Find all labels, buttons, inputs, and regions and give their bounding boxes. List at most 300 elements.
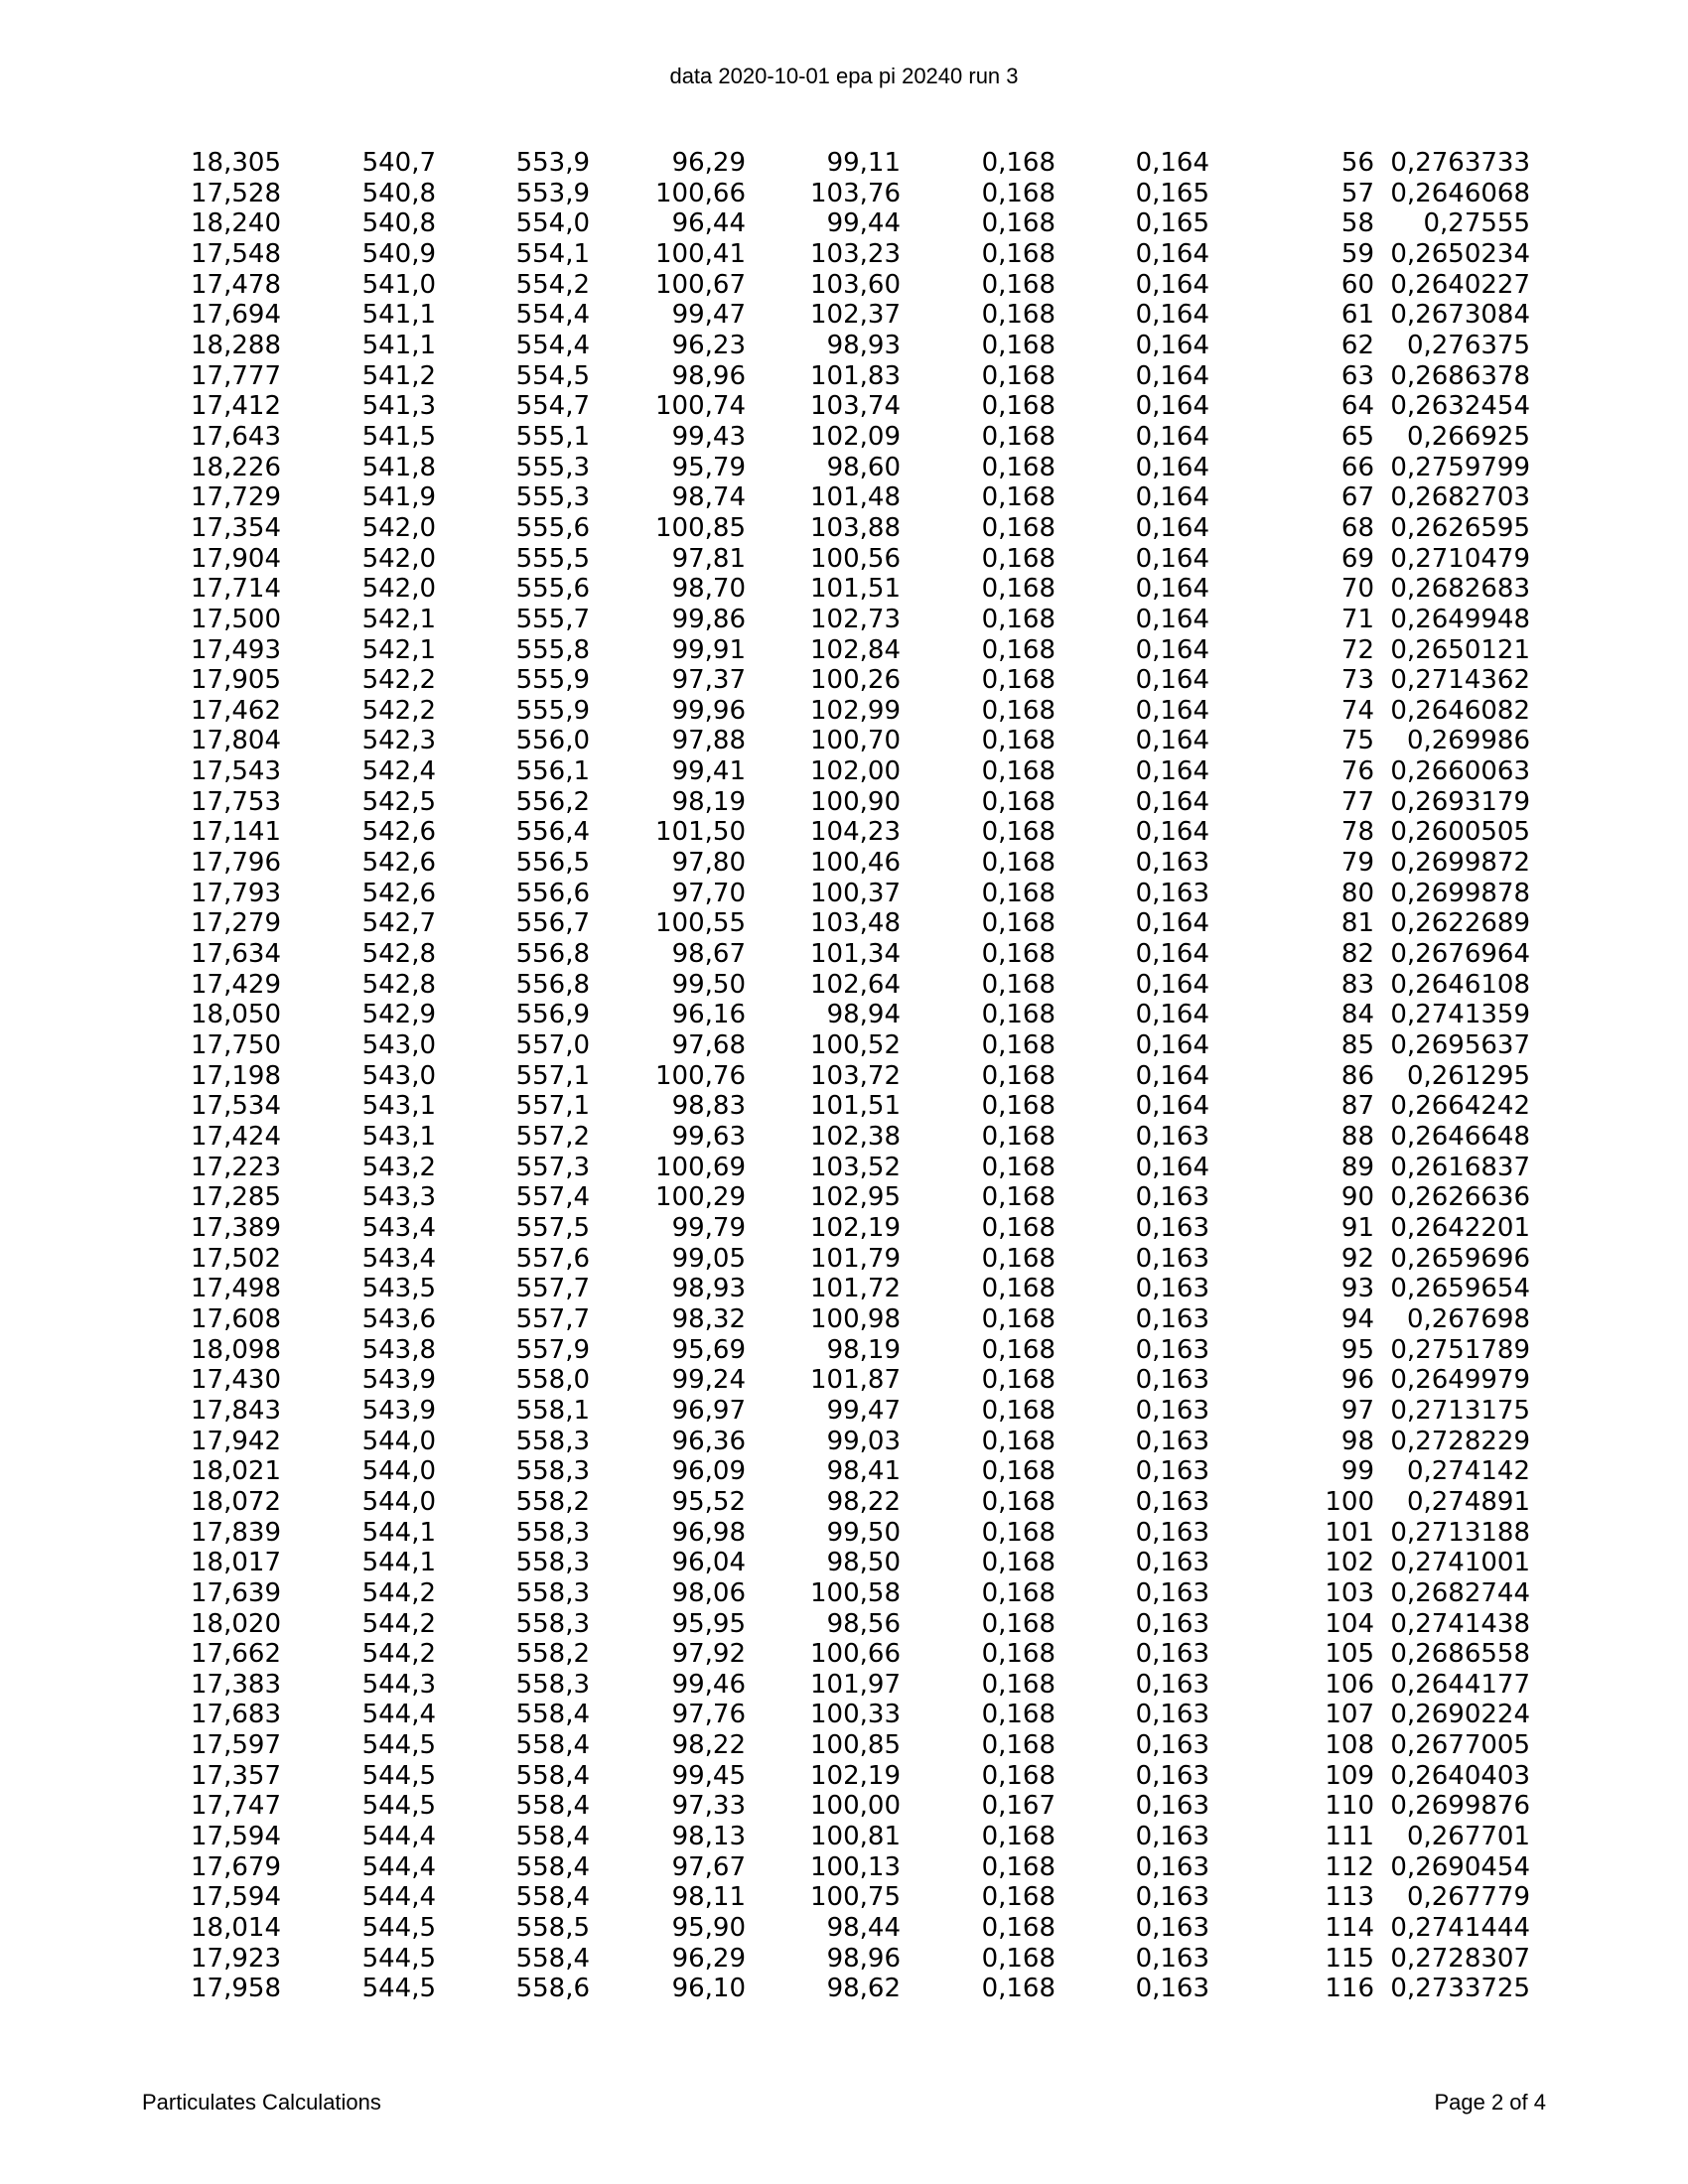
table-cell: 96,29 xyxy=(671,148,746,178)
table-cell: 99,79 xyxy=(671,1212,746,1243)
table-cell: 0,168 xyxy=(981,1243,1055,1274)
table-cell: 0,168 xyxy=(981,634,1055,665)
table-cell: 0,168 xyxy=(981,1851,1055,1882)
table-cell: 111 xyxy=(1325,1822,1374,1852)
table-row xyxy=(0,1456,1530,1487)
table-cell: 543,1 xyxy=(361,1122,436,1152)
table-cell: 544,5 xyxy=(361,1730,436,1761)
table-row xyxy=(0,1913,1530,1944)
table-cell: 97,37 xyxy=(671,665,746,696)
table-cell: 544,4 xyxy=(361,1882,436,1913)
table-cell: 17,608 xyxy=(191,1303,281,1334)
table-cell: 0,163 xyxy=(1135,1486,1209,1517)
table-cell: 0,164 xyxy=(1135,391,1209,422)
table-cell: 0,164 xyxy=(1135,817,1209,848)
table-cell: 556,9 xyxy=(515,1000,590,1030)
table-cell: 0,168 xyxy=(981,1974,1055,2004)
table-cell: 98,93 xyxy=(671,1274,746,1304)
table-cell: 0,27555 xyxy=(1423,208,1530,239)
table-cell: 542,9 xyxy=(361,1000,436,1030)
table-cell: 98,94 xyxy=(826,1000,901,1030)
table-cell: 557,2 xyxy=(515,1122,590,1152)
table-cell: 0,163 xyxy=(1135,1760,1209,1791)
table-cell: 105 xyxy=(1325,1639,1374,1670)
table-cell: 97,70 xyxy=(671,878,746,908)
table-cell: 0,164 xyxy=(1135,452,1209,482)
table-cell: 96,23 xyxy=(671,330,746,360)
table-cell: 100,70 xyxy=(810,726,901,756)
table-cell: 58 xyxy=(1340,208,1374,239)
table-cell: 0,2664242 xyxy=(1390,1091,1530,1122)
table-cell: 17,430 xyxy=(191,1365,281,1396)
table-row xyxy=(0,1670,1530,1701)
table-cell: 556,1 xyxy=(515,756,590,787)
table-cell: 0,164 xyxy=(1135,939,1209,970)
table-cell: 0,168 xyxy=(981,1608,1055,1639)
table-cell: 555,6 xyxy=(515,574,590,605)
table-cell: 70 xyxy=(1340,574,1374,605)
table-cell: 18,020 xyxy=(191,1608,281,1639)
table-cell: 17,904 xyxy=(191,543,281,574)
table-cell: 0,168 xyxy=(981,300,1055,331)
table-row xyxy=(0,1761,1530,1792)
table-cell: 103,52 xyxy=(810,1152,901,1182)
table-cell: 100,56 xyxy=(810,543,901,574)
table-cell: 0,2616837 xyxy=(1390,1152,1530,1182)
table-cell: 83 xyxy=(1340,969,1374,1000)
table-cell: 0,168 xyxy=(981,1669,1055,1700)
table-cell: 98,83 xyxy=(671,1091,746,1122)
table-cell: 543,3 xyxy=(361,1182,436,1213)
table-cell: 96,98 xyxy=(671,1517,746,1548)
table-cell: 0,2741438 xyxy=(1390,1608,1530,1639)
table-cell: 0,163 xyxy=(1135,1303,1209,1334)
table-cell: 0,2690454 xyxy=(1390,1851,1530,1882)
table-cell: 103,76 xyxy=(810,178,901,208)
table-cell: 554,4 xyxy=(515,330,590,360)
table-cell: 99,11 xyxy=(826,148,901,178)
table-cell: 542,6 xyxy=(361,848,436,879)
table-cell: 0,276375 xyxy=(1406,330,1530,360)
table-cell: 17,905 xyxy=(191,665,281,696)
table-cell: 95,95 xyxy=(671,1608,746,1639)
table-row xyxy=(0,1335,1530,1366)
table-cell: 84 xyxy=(1340,1000,1374,1030)
table-cell: 71 xyxy=(1340,604,1374,634)
table-cell: 17,548 xyxy=(191,238,281,269)
table-cell: 102,99 xyxy=(810,695,901,726)
table-cell: 558,3 xyxy=(515,1456,590,1487)
table-cell: 0,2686378 xyxy=(1390,360,1530,391)
table-cell: 0,168 xyxy=(981,238,1055,269)
table-cell: 0,168 xyxy=(981,1030,1055,1061)
table-cell: 0,2733725 xyxy=(1390,1974,1530,2004)
table-row xyxy=(0,148,1530,179)
table-cell: 102,64 xyxy=(810,969,901,1000)
table-cell: 62 xyxy=(1340,330,1374,360)
table-cell: 0,168 xyxy=(981,1060,1055,1091)
table-cell: 101,97 xyxy=(810,1669,901,1700)
table-cell: 17,502 xyxy=(191,1243,281,1274)
table-cell: 556,8 xyxy=(515,969,590,1000)
table-cell: 557,6 xyxy=(515,1243,590,1274)
table-cell: 0,168 xyxy=(981,148,1055,178)
table-cell: 0,2649979 xyxy=(1390,1365,1530,1396)
table-row xyxy=(0,1548,1530,1578)
table-cell: 558,4 xyxy=(515,1822,590,1852)
table-cell: 99,44 xyxy=(826,208,901,239)
table-cell: 0,163 xyxy=(1135,1456,1209,1487)
table-cell: 103,72 xyxy=(810,1060,901,1091)
table-cell: 93 xyxy=(1340,1274,1374,1304)
table-body xyxy=(0,148,1530,2004)
table-cell: 544,5 xyxy=(361,1974,436,2004)
table-cell: 63 xyxy=(1340,360,1374,391)
table-cell: 101 xyxy=(1325,1517,1374,1548)
table-row xyxy=(0,208,1530,239)
table-cell: 0,163 xyxy=(1135,1851,1209,1882)
table-cell: 558,4 xyxy=(515,1943,590,1974)
table-cell: 17,958 xyxy=(191,1974,281,2004)
table-cell: 97,76 xyxy=(671,1700,746,1730)
table-cell: 66 xyxy=(1340,452,1374,482)
table-cell: 555,5 xyxy=(515,543,590,574)
table-cell: 0,2699878 xyxy=(1390,878,1530,908)
table-cell: 544,2 xyxy=(361,1577,436,1608)
table-cell: 558,5 xyxy=(515,1913,590,1944)
table-cell: 89 xyxy=(1340,1152,1374,1182)
table-cell: 0,163 xyxy=(1135,1822,1209,1852)
table-cell: 101,87 xyxy=(810,1365,901,1396)
table-cell: 0,2713175 xyxy=(1390,1395,1530,1426)
table-cell: 541,1 xyxy=(361,330,436,360)
table-cell: 73 xyxy=(1340,665,1374,696)
table-cell: 102,09 xyxy=(810,421,901,452)
table-cell: 543,2 xyxy=(361,1152,436,1182)
table-cell: 541,9 xyxy=(361,482,436,513)
table-cell: 0,163 xyxy=(1135,1974,1209,2004)
table-cell: 0,2640227 xyxy=(1390,269,1530,300)
table-cell: 554,5 xyxy=(515,360,590,391)
table-cell: 96 xyxy=(1340,1365,1374,1396)
table-cell: 0,164 xyxy=(1135,1091,1209,1122)
table-cell: 97,67 xyxy=(671,1851,746,1882)
table-cell: 557,0 xyxy=(515,1030,590,1061)
table-cell: 82 xyxy=(1340,939,1374,970)
table-cell: 0,163 xyxy=(1135,1182,1209,1213)
table-cell: 100,52 xyxy=(810,1030,901,1061)
table-row xyxy=(0,1061,1530,1092)
table-cell: 17,796 xyxy=(191,848,281,879)
table-cell: 100 xyxy=(1325,1486,1374,1517)
table-cell: 541,1 xyxy=(361,300,436,331)
table-cell: 65 xyxy=(1340,421,1374,452)
table-cell: 0,167 xyxy=(981,1791,1055,1822)
table-cell: 0,163 xyxy=(1135,1426,1209,1456)
table-cell: 558,0 xyxy=(515,1365,590,1396)
table-row xyxy=(0,848,1530,879)
table-cell: 0,2649948 xyxy=(1390,604,1530,634)
page-number: Page 2 of 4 xyxy=(1434,2090,1546,2115)
table-cell: 557,5 xyxy=(515,1212,590,1243)
table-cell: 554,7 xyxy=(515,391,590,422)
table-cell: 100,66 xyxy=(655,178,746,208)
table-cell: 94 xyxy=(1340,1303,1374,1334)
table-cell: 0,269986 xyxy=(1406,726,1530,756)
table-cell: 555,8 xyxy=(515,634,590,665)
table-row xyxy=(0,1852,1530,1883)
table-cell: 101,34 xyxy=(810,939,901,970)
table-cell: 103 xyxy=(1325,1577,1374,1608)
table-cell: 98,74 xyxy=(671,482,746,513)
table-cell: 0,164 xyxy=(1135,330,1209,360)
table-cell: 98,22 xyxy=(826,1486,901,1517)
table-cell: 0,163 xyxy=(1135,1791,1209,1822)
table-cell: 96,09 xyxy=(671,1456,746,1487)
table-cell: 18,072 xyxy=(191,1486,281,1517)
table-cell: 100,46 xyxy=(810,848,901,879)
table-cell: 542,1 xyxy=(361,634,436,665)
table-cell: 102,73 xyxy=(810,604,901,634)
table-cell: 98,19 xyxy=(826,1334,901,1365)
table-row xyxy=(0,422,1530,453)
table-cell: 0,168 xyxy=(981,1943,1055,1974)
table-cell: 99,50 xyxy=(671,969,746,1000)
table-cell: 17,683 xyxy=(191,1700,281,1730)
table-cell: 98,44 xyxy=(826,1913,901,1944)
table-row xyxy=(0,787,1530,818)
table-cell: 17,679 xyxy=(191,1851,281,1882)
table-cell: 98 xyxy=(1340,1426,1374,1456)
table-cell: 100,69 xyxy=(655,1152,746,1182)
table-cell: 56 xyxy=(1340,148,1374,178)
table-cell: 0,2660063 xyxy=(1390,756,1530,787)
table-cell: 17,750 xyxy=(191,1030,281,1061)
table-cell: 556,0 xyxy=(515,726,590,756)
table-cell: 0,168 xyxy=(981,330,1055,360)
table-cell: 556,5 xyxy=(515,848,590,879)
table-cell: 544,2 xyxy=(361,1608,436,1639)
table-cell: 17,389 xyxy=(191,1212,281,1243)
table-cell: 0,168 xyxy=(981,908,1055,939)
table-cell: 0,168 xyxy=(981,1334,1055,1365)
table-cell: 76 xyxy=(1340,756,1374,787)
table-cell: 0,168 xyxy=(981,756,1055,787)
table-row xyxy=(0,361,1530,392)
table-cell: 100,29 xyxy=(655,1182,746,1213)
table-cell: 100,58 xyxy=(810,1577,901,1608)
table-cell: 101,72 xyxy=(810,1274,901,1304)
table-cell: 98,60 xyxy=(826,452,901,482)
table-cell: 104,23 xyxy=(810,817,901,848)
table-cell: 544,5 xyxy=(361,1943,436,1974)
table-cell: 100,81 xyxy=(810,1822,901,1852)
table-row xyxy=(0,696,1530,727)
table-cell: 0,163 xyxy=(1135,1730,1209,1761)
table-cell: 18,226 xyxy=(191,452,281,482)
table-cell: 0,163 xyxy=(1135,1274,1209,1304)
table-cell: 0,168 xyxy=(981,1517,1055,1548)
table-cell: 554,2 xyxy=(515,269,590,300)
table-row xyxy=(0,391,1530,422)
table-row xyxy=(0,179,1530,209)
table-cell: 98,32 xyxy=(671,1303,746,1334)
table-cell: 98,13 xyxy=(671,1822,746,1852)
table-cell: 558,3 xyxy=(515,1517,590,1548)
table-cell: 100,90 xyxy=(810,786,901,817)
table-cell: 542,6 xyxy=(361,817,436,848)
table-cell: 100,55 xyxy=(655,908,746,939)
table-cell: 17,747 xyxy=(191,1791,281,1822)
table-cell: 110 xyxy=(1325,1791,1374,1822)
table-cell: 544,2 xyxy=(361,1639,436,1670)
table-cell: 0,2626595 xyxy=(1390,512,1530,543)
table-cell: 103,88 xyxy=(810,512,901,543)
table-cell: 0,163 xyxy=(1135,1517,1209,1548)
table-cell: 0,168 xyxy=(981,1882,1055,1913)
table-cell: 99,86 xyxy=(671,604,746,634)
table-cell: 17,498 xyxy=(191,1274,281,1304)
table-cell: 0,164 xyxy=(1135,512,1209,543)
table-cell: 17,714 xyxy=(191,574,281,605)
table-row xyxy=(0,1487,1530,1518)
table-cell: 18,305 xyxy=(191,148,281,178)
table-cell: 115 xyxy=(1325,1943,1374,1974)
table-cell: 102 xyxy=(1325,1548,1374,1578)
table-row xyxy=(0,1244,1530,1275)
table-cell: 542,0 xyxy=(361,543,436,574)
table-cell: 81 xyxy=(1340,908,1374,939)
table-cell: 17,223 xyxy=(191,1152,281,1182)
table-cell: 17,383 xyxy=(191,1669,281,1700)
table-cell: 0,168 xyxy=(981,1152,1055,1182)
table-cell: 543,8 xyxy=(361,1334,436,1365)
table-cell: 555,9 xyxy=(515,695,590,726)
table-cell: 558,3 xyxy=(515,1548,590,1578)
table-row xyxy=(0,908,1530,939)
table-cell: 0,168 xyxy=(981,848,1055,879)
table-cell: 95,52 xyxy=(671,1486,746,1517)
table-cell: 0,164 xyxy=(1135,908,1209,939)
table-cell: 0,168 xyxy=(981,512,1055,543)
table-cell: 558,3 xyxy=(515,1577,590,1608)
table-cell: 0,163 xyxy=(1135,1334,1209,1365)
table-row xyxy=(0,726,1530,756)
table-cell: 557,9 xyxy=(515,1334,590,1365)
table-row xyxy=(0,1882,1530,1913)
table-cell: 0,168 xyxy=(981,695,1055,726)
table-cell: 17,534 xyxy=(191,1091,281,1122)
table-cell: 0,267701 xyxy=(1406,1822,1530,1852)
table-cell: 0,168 xyxy=(981,726,1055,756)
table-cell: 555,3 xyxy=(515,482,590,513)
table-cell: 100,00 xyxy=(810,1791,901,1822)
table-cell: 0,261295 xyxy=(1406,1060,1530,1091)
table-cell: 98,41 xyxy=(826,1456,901,1487)
table-cell: 542,0 xyxy=(361,574,436,605)
table-row xyxy=(0,482,1530,513)
table-cell: 0,274891 xyxy=(1406,1486,1530,1517)
table-cell: 108 xyxy=(1325,1730,1374,1761)
table-cell: 98,93 xyxy=(826,330,901,360)
table-row xyxy=(0,1518,1530,1549)
table-cell: 17,942 xyxy=(191,1426,281,1456)
table-cell: 96,36 xyxy=(671,1426,746,1456)
table-row xyxy=(0,1609,1530,1640)
table-cell: 544,4 xyxy=(361,1700,436,1730)
table-cell: 0,2676964 xyxy=(1390,939,1530,970)
table-row xyxy=(0,1304,1530,1335)
table-cell: 99,47 xyxy=(826,1395,901,1426)
table-cell: 95 xyxy=(1340,1334,1374,1365)
table-cell: 0,168 xyxy=(981,208,1055,239)
page-title: data 2020-10-01 epa pi 20240 run 3 xyxy=(669,64,1019,88)
table-cell: 0,164 xyxy=(1135,238,1209,269)
table-cell: 542,6 xyxy=(361,878,436,908)
table-cell: 68 xyxy=(1340,512,1374,543)
table-cell: 17,594 xyxy=(191,1822,281,1852)
table-row xyxy=(0,453,1530,483)
table-cell: 97,80 xyxy=(671,848,746,879)
table-cell: 88 xyxy=(1340,1122,1374,1152)
table-cell: 100,33 xyxy=(810,1700,901,1730)
table-cell: 100,13 xyxy=(810,1851,901,1882)
table-cell: 97 xyxy=(1340,1395,1374,1426)
table-cell: 544,5 xyxy=(361,1760,436,1791)
table-cell: 107 xyxy=(1325,1700,1374,1730)
table-row xyxy=(0,239,1530,270)
table-cell: 0,168 xyxy=(981,939,1055,970)
table-cell: 0,2622689 xyxy=(1390,908,1530,939)
table-cell: 0,2699876 xyxy=(1390,1791,1530,1822)
table-cell: 0,2646108 xyxy=(1390,969,1530,1000)
table-cell: 0,267698 xyxy=(1406,1303,1530,1334)
table-cell: 0,266925 xyxy=(1406,421,1530,452)
table-cell: 97,81 xyxy=(671,543,746,574)
table-cell: 0,2741444 xyxy=(1390,1913,1530,1944)
table-cell: 0,168 xyxy=(981,1000,1055,1030)
table-cell: 0,168 xyxy=(981,421,1055,452)
table-cell: 98,67 xyxy=(671,939,746,970)
table-row xyxy=(0,1213,1530,1244)
table-cell: 17,543 xyxy=(191,756,281,787)
table-cell: 98,62 xyxy=(826,1974,901,2004)
table-cell: 0,2659654 xyxy=(1390,1274,1530,1304)
table-cell: 0,168 xyxy=(981,1913,1055,1944)
table-cell: 99,63 xyxy=(671,1122,746,1152)
table-cell: 557,1 xyxy=(515,1091,590,1122)
table-cell: 112 xyxy=(1325,1851,1374,1882)
table-row xyxy=(0,270,1530,301)
table-cell: 114 xyxy=(1325,1913,1374,1944)
table-cell: 17,279 xyxy=(191,908,281,939)
table-cell: 17,462 xyxy=(191,695,281,726)
table-cell: 0,2741001 xyxy=(1390,1548,1530,1578)
table-cell: 0,2659696 xyxy=(1390,1243,1530,1274)
table-cell: 540,7 xyxy=(361,148,436,178)
table-cell: 17,662 xyxy=(191,1639,281,1670)
table-cell: 558,3 xyxy=(515,1669,590,1700)
table-cell: 543,6 xyxy=(361,1303,436,1334)
table-cell: 0,168 xyxy=(981,1395,1055,1426)
table-cell: 103,23 xyxy=(810,238,901,269)
table-cell: 96,44 xyxy=(671,208,746,239)
table-cell: 72 xyxy=(1340,634,1374,665)
table-cell: 0,164 xyxy=(1135,148,1209,178)
table-cell: 541,2 xyxy=(361,360,436,391)
table-cell: 99,03 xyxy=(826,1426,901,1456)
table-cell: 542,0 xyxy=(361,512,436,543)
